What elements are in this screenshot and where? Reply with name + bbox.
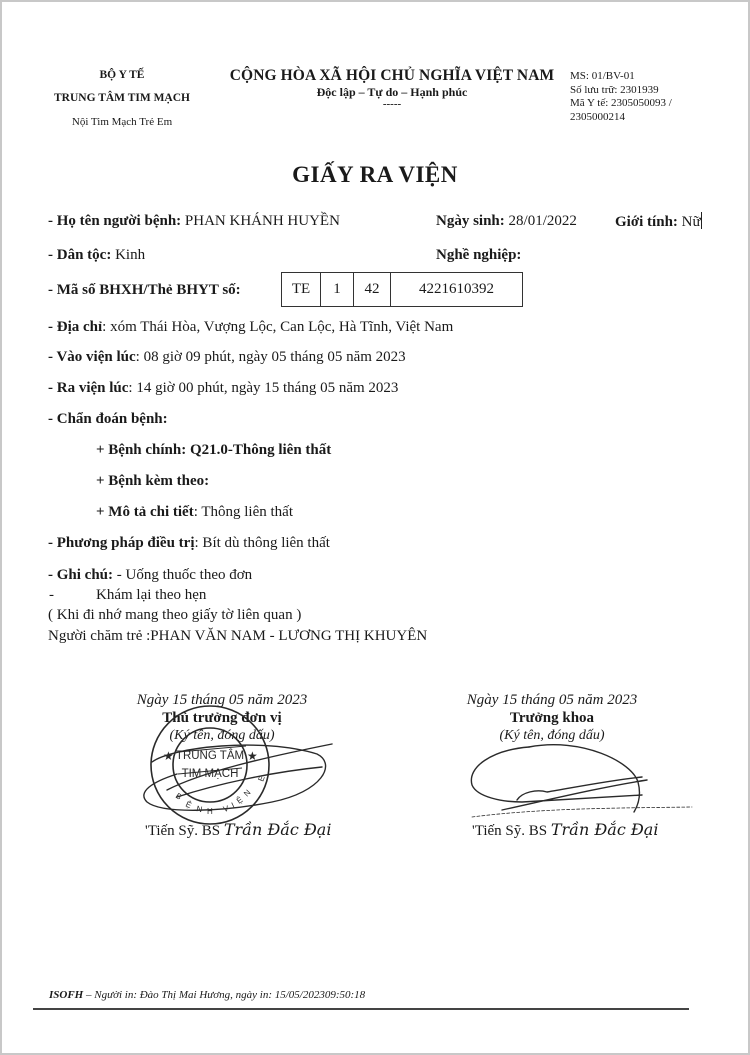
gender-row [615,212,702,232]
address-label: - Địa chỉ [48,319,103,335]
diagnosis-label: - Chẩn đoán bệnh: [48,411,168,427]
insurance-label-row [48,281,241,300]
patient-name-row [48,212,340,231]
note-followup-dash: - [49,587,54,603]
system-name: ISOFH [49,989,84,1001]
motto-rule: ----- [382,98,402,110]
ministry-name: BỘ Y TẾ [99,69,145,81]
insurance-cell-number: 4221610392 [391,273,523,307]
insurance-cell-type: TE [282,273,321,307]
print-footer [49,989,365,1001]
stamp-ring-n2: N [242,787,253,799]
main-diagnosis-label: + Bệnh chính: [96,442,187,458]
caregiver-line: Người chăm trẻ :PHAN VĂN NAM - LƯƠNG THỊ KHUYÊN [48,628,428,644]
occupation-label: Nghề nghiệp: [436,247,522,263]
center-name: TRUNG TÂM TIM MẠCH [54,92,190,104]
insurance-label: - Mã số BHXH/Thẻ BHYT số: [48,282,241,298]
discharge-label: - Ra viện lúc [48,380,129,396]
right-handwritten-signature [471,745,692,817]
stamp-ring-b: B [173,791,184,802]
right-signer-title: 'Tiến Sỹ. BS [472,823,551,839]
form-code: MS: 01/BV-01 [570,70,635,82]
right-signer [472,820,658,840]
stamp-ring-e2: Ệ [234,795,245,806]
treatment-label: - Phương pháp điều trị [48,535,195,551]
main-diagnosis-value: Q21.0-Thông liên thất [190,442,332,458]
stamp-inner-line2: TIM MẠCH [181,768,239,780]
issuer-block [42,68,202,129]
diagnosis-detail-label: + Mô tả chi tiết [96,504,194,520]
treatment-row [48,534,330,553]
stamp-ring-n: N [195,804,204,815]
address-value: : xóm Thái Hòa, Vượng Lộc, Can Lộc, Hà Tĩnh, Việt Nam [102,319,454,335]
discharge-value: : 14 giờ 00 phút, ngày 15 tháng 05 năm 2023 [128,380,399,396]
insurance-cell-province: 42 [354,273,391,307]
note-followup: Khám lại theo hẹn [96,587,207,603]
nation-title: CỘNG HÒA XÃ HỘI CHỦ NGHĨA VIỆT NAM [229,67,555,84]
admission-value: : 08 giờ 09 phút, ngày 05 tháng 05 năm 2023 [135,349,406,365]
ethnicity-value: Kinh [115,247,146,263]
text-cursor [701,212,702,229]
diagnosis-heading [48,410,168,429]
insurance-cell-benefit: 1 [321,273,354,307]
occupation-row [436,246,521,265]
patient-name: PHAN KHÁNH HUYỀN [184,213,340,229]
stamp-and-signatures [2,2,748,1053]
treatment-value: : Bít dù thông liên thất [194,535,330,551]
main-diagnosis-row [96,441,331,460]
gender-value: Nữ [681,214,701,230]
notes-label: - Ghi chú: [48,567,114,583]
left-sign-note: (Ký tên, đóng dấu) [169,728,275,743]
admission-label: - Vào viện lúc [48,349,136,365]
comorbid-label: + Bệnh kèm theo: [96,473,210,489]
stamp-ring-v: V [222,803,230,814]
stamp-text [163,749,267,816]
left-signer [145,820,331,840]
admission-row [48,348,406,367]
note-bring-documents: ( Khi đi nhớ mang theo giấy tờ liên quan ) [48,607,302,623]
dob-row [436,212,577,231]
notes-row [48,566,252,585]
right-signer-name: Trần Đắc Đại [550,820,659,839]
patient-name-label: - Họ tên người bệnh: [48,213,182,229]
left-signer-name: Trần Đắc Đại [223,820,332,839]
comorbid-row [96,472,209,491]
dob-value: 28/01/2022 [508,213,577,229]
ethnicity-label: - Dân tộc: [48,247,112,263]
diagnosis-detail-row [96,503,293,522]
signature-block-left [102,691,342,744]
medical-id: Mã Y tế: 2305050093 / [570,97,672,109]
form-codes [570,70,672,124]
stamp-inner-line1: TRUNG TÂM [175,750,245,762]
note-medication: - Uống thuốc theo đơn [113,567,253,583]
stamp-ring-i: I [230,800,236,810]
department-name: Nội Tim Mạch Trẻ Em [71,116,173,128]
national-heading [212,66,572,108]
left-signer-title: 'Tiến Sỹ. BS [145,823,224,839]
printed-by: – Người in: Đào Thị Mai Hương, ngày in: 15/05/202309:50:18 [83,989,366,1001]
left-sign-date: Ngày 15 tháng 05 năm 2023 [136,692,308,708]
diagnosis-detail-value: : Thông liên thất [193,504,293,520]
discharge-row [48,379,398,398]
footer-divider [33,1008,689,1010]
right-sign-note: (Ký tên, đóng dấu) [499,728,605,743]
document-page [2,2,748,1053]
right-sign-role: Trưởng khoa [509,710,595,726]
national-motto: Độc lập – Tự do – Hạnh phúc [316,85,468,99]
stamp-ring-h: H [207,807,213,816]
stamp-star-left: ★ [163,749,174,763]
signature-block-right [432,691,672,744]
right-sign-date: Ngày 15 tháng 05 năm 2023 [466,692,638,708]
medical-id-continued: 2305000214 [570,110,625,123]
stamp-ring-letter-e: E [256,774,267,783]
stamp-star-right: ★ [247,749,258,763]
dob-label: Ngày sinh: [436,213,505,229]
document-title: GIẤY RA VIỆN [292,162,458,187]
left-handwritten-signature [144,744,332,810]
gender-label: Giới tính: [615,214,678,230]
archive-number: Số lưu trữ: 2301939 [570,83,659,96]
stamp-ring-e1: Ệ [184,799,193,811]
address-row [48,318,453,337]
insurance-number-table [281,272,523,307]
ethnicity-row [48,246,145,265]
left-sign-role: Thủ trưởng đơn vị [162,710,282,726]
